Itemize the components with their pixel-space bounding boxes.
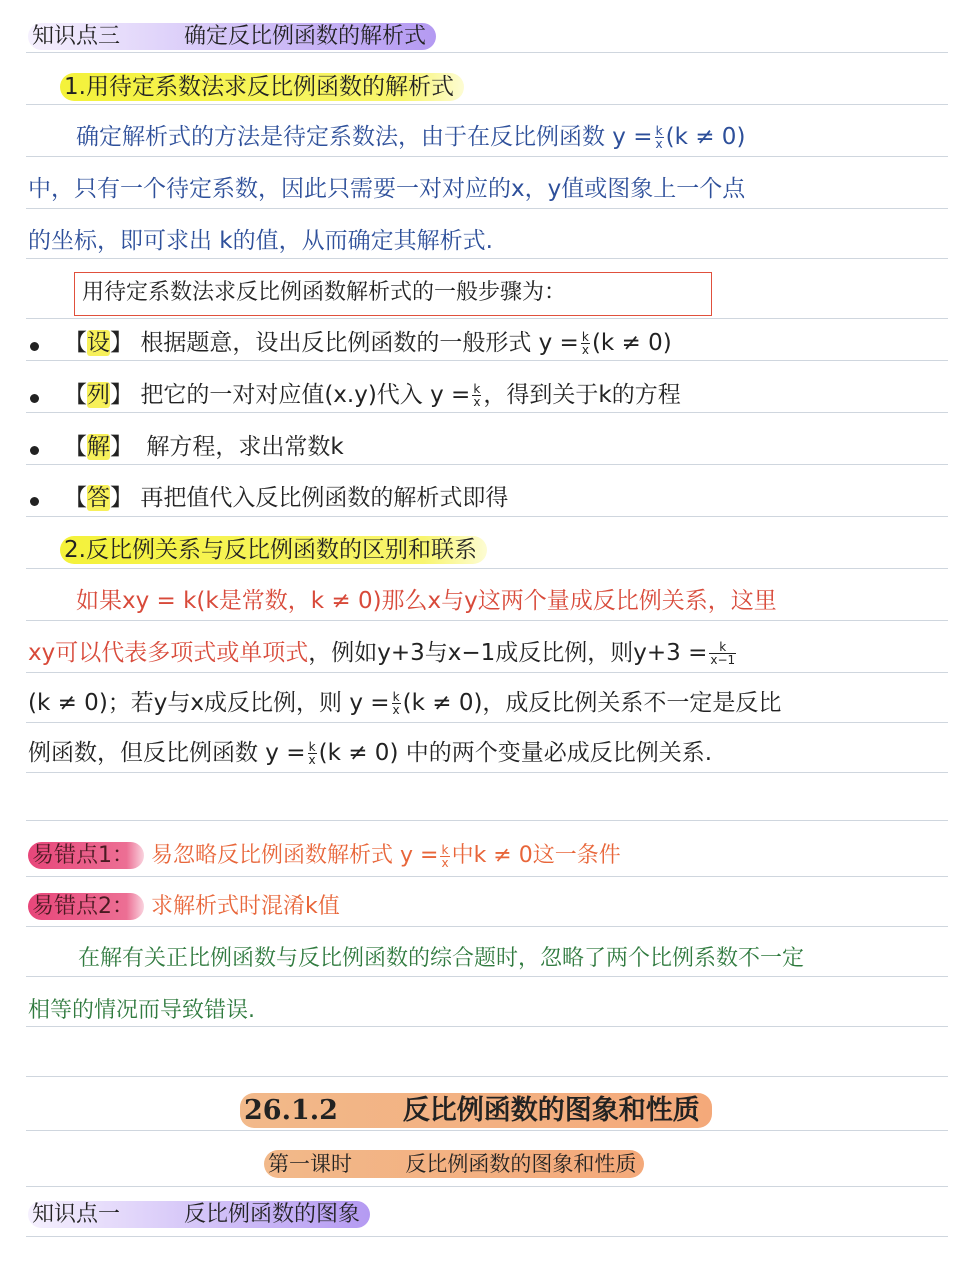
fraction-denominator: x	[655, 137, 663, 151]
section3-heading-highlight	[28, 23, 436, 50]
bullet-icon	[30, 394, 39, 403]
para2-line1: 如果xy = k(k是常数，k ≠ 0)那么x与y这两个量成反比例关系，这里	[76, 588, 777, 614]
ruled-line	[26, 772, 948, 773]
pitfall-1-label: 易错点1：	[28, 842, 144, 869]
step-text: 解方程，求出常数k	[146, 434, 344, 460]
para1-line1-tail: (k ≠ 0)	[665, 124, 746, 150]
chapter-title: 反比例函数的图象和性质	[402, 1095, 700, 1126]
pitfall-2	[28, 894, 340, 920]
ruled-line	[26, 412, 948, 413]
section1-title: 反比例函数的图象	[184, 1202, 361, 1227]
para3-line1: 在解有关正比例函数与反比例函数的综合题时，忽略了两个比例系数不一定	[78, 946, 805, 971]
fraction-denominator: x	[581, 343, 589, 357]
fraction-denominator: x	[308, 753, 316, 767]
para1-line1-text: 确定解析式的方法是待定系数法，由于在反比例函数 y =	[76, 124, 653, 150]
ruled-line	[26, 156, 948, 157]
section3-heading	[28, 24, 436, 50]
para2-line3-b: (k ≠ 0)，成反比例关系不一定是反比	[402, 690, 782, 716]
section1-heading	[28, 1202, 370, 1228]
lesson-title: 反比例函数的图象和性质	[405, 1152, 637, 1176]
fraction-denominator: x−1	[710, 653, 736, 667]
ruled-line	[26, 360, 948, 361]
chapter-heading	[240, 1095, 712, 1127]
fraction-denominator: x	[473, 395, 481, 409]
step-item-solve	[64, 434, 344, 462]
sub2-heading	[60, 537, 487, 565]
para2-line4	[28, 740, 712, 768]
fraction-numerator: k	[473, 382, 481, 396]
step-text: 再把值代入反比例函数的解析式即得	[140, 485, 509, 511]
fraction-k-over-x	[308, 741, 317, 766]
bracket-open: 【	[64, 382, 87, 408]
step-item-set	[64, 330, 672, 358]
ruled-line	[26, 318, 948, 319]
ruled-line	[26, 52, 948, 53]
ruled-line	[26, 258, 948, 259]
bracket-close: 】	[110, 485, 133, 511]
ruled-line	[26, 464, 948, 465]
bracket-close: 】	[110, 382, 133, 408]
fraction-k-over-x	[581, 331, 590, 356]
fraction-k-over-x	[440, 844, 449, 869]
fraction-numerator: k	[581, 330, 589, 344]
bracket-open: 【	[64, 434, 87, 460]
section3-label: 知识点三	[32, 24, 121, 49]
para2-line3	[28, 690, 781, 718]
chapter-heading-highlight	[240, 1093, 712, 1128]
ruled-line	[26, 1130, 948, 1131]
ruled-line	[26, 876, 948, 877]
step-key-list: 列	[87, 382, 110, 408]
ruled-line	[26, 516, 948, 517]
ruled-line	[26, 722, 948, 723]
section1-label: 知识点一	[32, 1202, 121, 1227]
bullet-icon	[30, 497, 39, 506]
bracket-close: 】	[110, 330, 133, 356]
fraction-numerator: k	[709, 641, 736, 654]
sub1-heading	[60, 74, 464, 102]
bullet-icon	[30, 446, 39, 455]
section3-title: 确定反比例函数的解析式	[184, 24, 427, 49]
para2-line3-a: (k ≠ 0)；若y与x成反比例，则 y =	[28, 690, 390, 716]
ruled-line	[26, 208, 948, 209]
ruled-line	[26, 672, 948, 673]
pitfall-1	[28, 843, 621, 869]
fraction-numerator: k	[308, 740, 316, 754]
para2-line4-b: (k ≠ 0) 中的两个变量必成反比例关系.	[318, 740, 713, 766]
step-key-answer: 答	[87, 485, 110, 511]
pitfall-1-tail: 中k ≠ 0这一条件	[451, 843, 621, 868]
fraction-denominator: x	[392, 703, 400, 717]
step-key-solve: 解	[87, 434, 110, 460]
para1-line3: 的坐标，即可求出 k的值，从而确定其解析式.	[28, 228, 493, 254]
lesson-heading	[264, 1152, 644, 1177]
bracket-open: 【	[64, 485, 87, 511]
step-key-set: 设	[87, 330, 110, 356]
para2-line4-a: 例函数，但反比例函数 y =	[28, 740, 306, 766]
ruled-line	[26, 620, 948, 621]
ruled-line	[26, 820, 948, 821]
fraction-k-over-x	[655, 125, 664, 150]
fraction-k-over-x	[392, 691, 401, 716]
fraction-numerator: k	[655, 124, 663, 138]
ruled-line	[26, 1186, 948, 1187]
steps-title: 用待定系数法求反比例函数解析式的一般步骤为：	[82, 280, 567, 305]
ruled-line	[26, 926, 948, 927]
step-item-list	[64, 382, 681, 410]
fraction-denominator: x	[441, 855, 449, 870]
pitfall-1-text: 易忽略反比例函数解析式 y =	[151, 843, 439, 868]
step-item-answer	[64, 485, 508, 513]
bracket-open: 【	[64, 330, 87, 356]
para1-line1	[76, 124, 745, 152]
ruled-line	[26, 976, 948, 977]
bullet-icon	[30, 342, 39, 351]
lesson-label: 第一课时	[268, 1152, 352, 1176]
fraction-k-over-x-minus-1	[709, 641, 736, 666]
sub1-title: 1.用待定系数法求反比例函数的解析式	[60, 73, 464, 101]
ruled-line	[26, 1026, 948, 1027]
para2-line2-red: xy可以代表多项式或单项式	[28, 640, 309, 666]
step-tail: (k ≠ 0)	[591, 330, 672, 356]
bracket-close: 】	[110, 434, 133, 460]
fraction-numerator: k	[441, 842, 449, 857]
fraction-numerator: k	[392, 690, 400, 704]
ruled-line	[26, 1236, 948, 1237]
sub2-title: 2.反比例关系与反比例函数的区别和联系	[60, 536, 487, 564]
para1-line2: 中，只有一个待定系数，因此只需要一对对应的x，y值或图象上一个点	[28, 176, 746, 202]
ruled-line	[26, 104, 948, 105]
lesson-heading-highlight	[264, 1150, 644, 1178]
para2-line2-dark: ，例如y+3与x−1成反比例，则y+3 =	[308, 640, 708, 666]
pitfall-2-label: 易错点2：	[28, 893, 144, 920]
para3-line2: 相等的情况而导致错误.	[28, 998, 255, 1023]
step-text: 把它的一对对应值(x.y)代入 y =	[140, 382, 471, 408]
step-tail: ，得到关于k的方程	[483, 382, 681, 408]
ruled-line	[26, 568, 948, 569]
section1-heading-highlight	[28, 1201, 370, 1228]
step-text: 根据题意，设出反比例函数的一般形式 y =	[140, 330, 579, 356]
para2-line2	[28, 640, 738, 668]
fraction-k-over-x	[472, 383, 481, 408]
ruled-line	[26, 1076, 948, 1077]
chapter-number: 26.1.2	[244, 1095, 338, 1126]
pitfall-2-text: 求解析式时混淆k值	[151, 894, 340, 919]
